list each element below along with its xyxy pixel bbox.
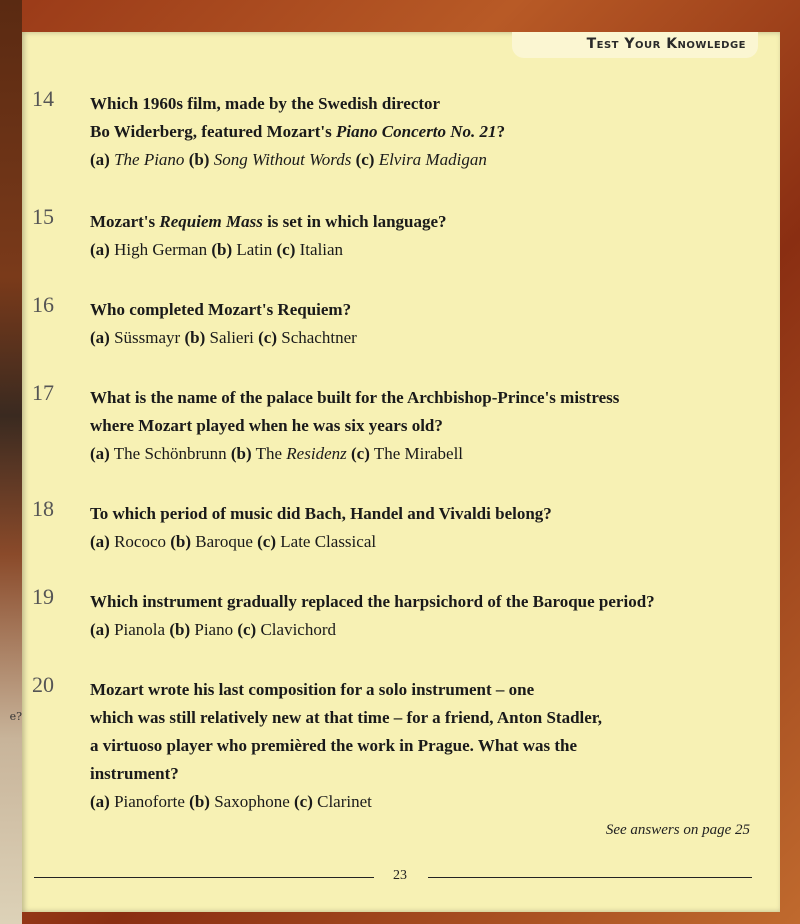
question-text: Who completed Mozart's Requiem? (a) Süssmayr (b) Salieri (c) Schachtner [90,296,766,352]
answer-options: (a) Pianoforte (b) Saxophone (c) Clarinet [90,792,372,811]
question-number: 18 [32,496,54,521]
left-edge-text: e? [9,710,22,723]
question-number: 20 [32,672,54,697]
answer-options: (a) The Schönbrunn (b) The Residenz (c) The Mirabell [90,444,464,463]
question-number: 15 [32,204,54,229]
section-title: Test Your Knowledge [586,36,746,52]
question-number: 17 [32,380,54,405]
page-number: 23 [393,868,407,883]
question-text: Which 1960s film, made by the Swedish director Bo Widerberg, featured Mozart's Piano Concerto No. 21? (a) The Piano (b) Song Without Words (c) Elvira Madigan [90,90,766,174]
question-number: 19 [32,584,54,609]
question-number: 14 [32,86,54,111]
answer-options: (a) Süssmayr (b) Salieri (c) Schachtner [90,328,357,347]
answer-options: (a) Pianola (b) Piano (c) Clavichord [90,620,337,639]
answer-options: (a) Rococo (b) Baroque (c) Late Classical [90,532,377,551]
question-text: Which instrument gradually replaced the harpsichord of the Baroque period? (a) Pianola (b) Piano (c) Clavichord [90,588,766,644]
question-text: What is the name of the palace built for the Archbishop-Prince's mistress where Mozart played when he was six years old? (a) The Schönbrunn (b) The Residenz (c) The Mirabell [90,384,766,468]
answers-note: See answers on page 25 [605,822,750,838]
question-text: Mozart's Requiem Mass is set in which language? (a) High German (b) Latin (c) Italian [90,208,766,264]
footer-rule-left [34,877,374,878]
question-text: Mozart wrote his last composition for a solo instrument – one which was still relatively new at that time – for a friend, Anton Stadler, a virtuoso player who premièred the work in Prague. What was the instrument? (a) Pianoforte (b) Saxophone (c) Clarinet [90,676,766,816]
question-number: 16 [32,292,54,317]
footer-rule-right [428,877,752,878]
answer-options: (a) High German (b) Latin (c) Italian [90,240,344,259]
question-text: To which period of music did Bach, Handel and Vivaldi belong? (a) Rococo (b) Baroque (c) Late Classical [90,500,766,556]
left-page-edge [0,0,22,924]
page [22,32,780,912]
answer-options: (a) The Piano (b) Song Without Words (c) Elvira Madigan [90,150,487,169]
